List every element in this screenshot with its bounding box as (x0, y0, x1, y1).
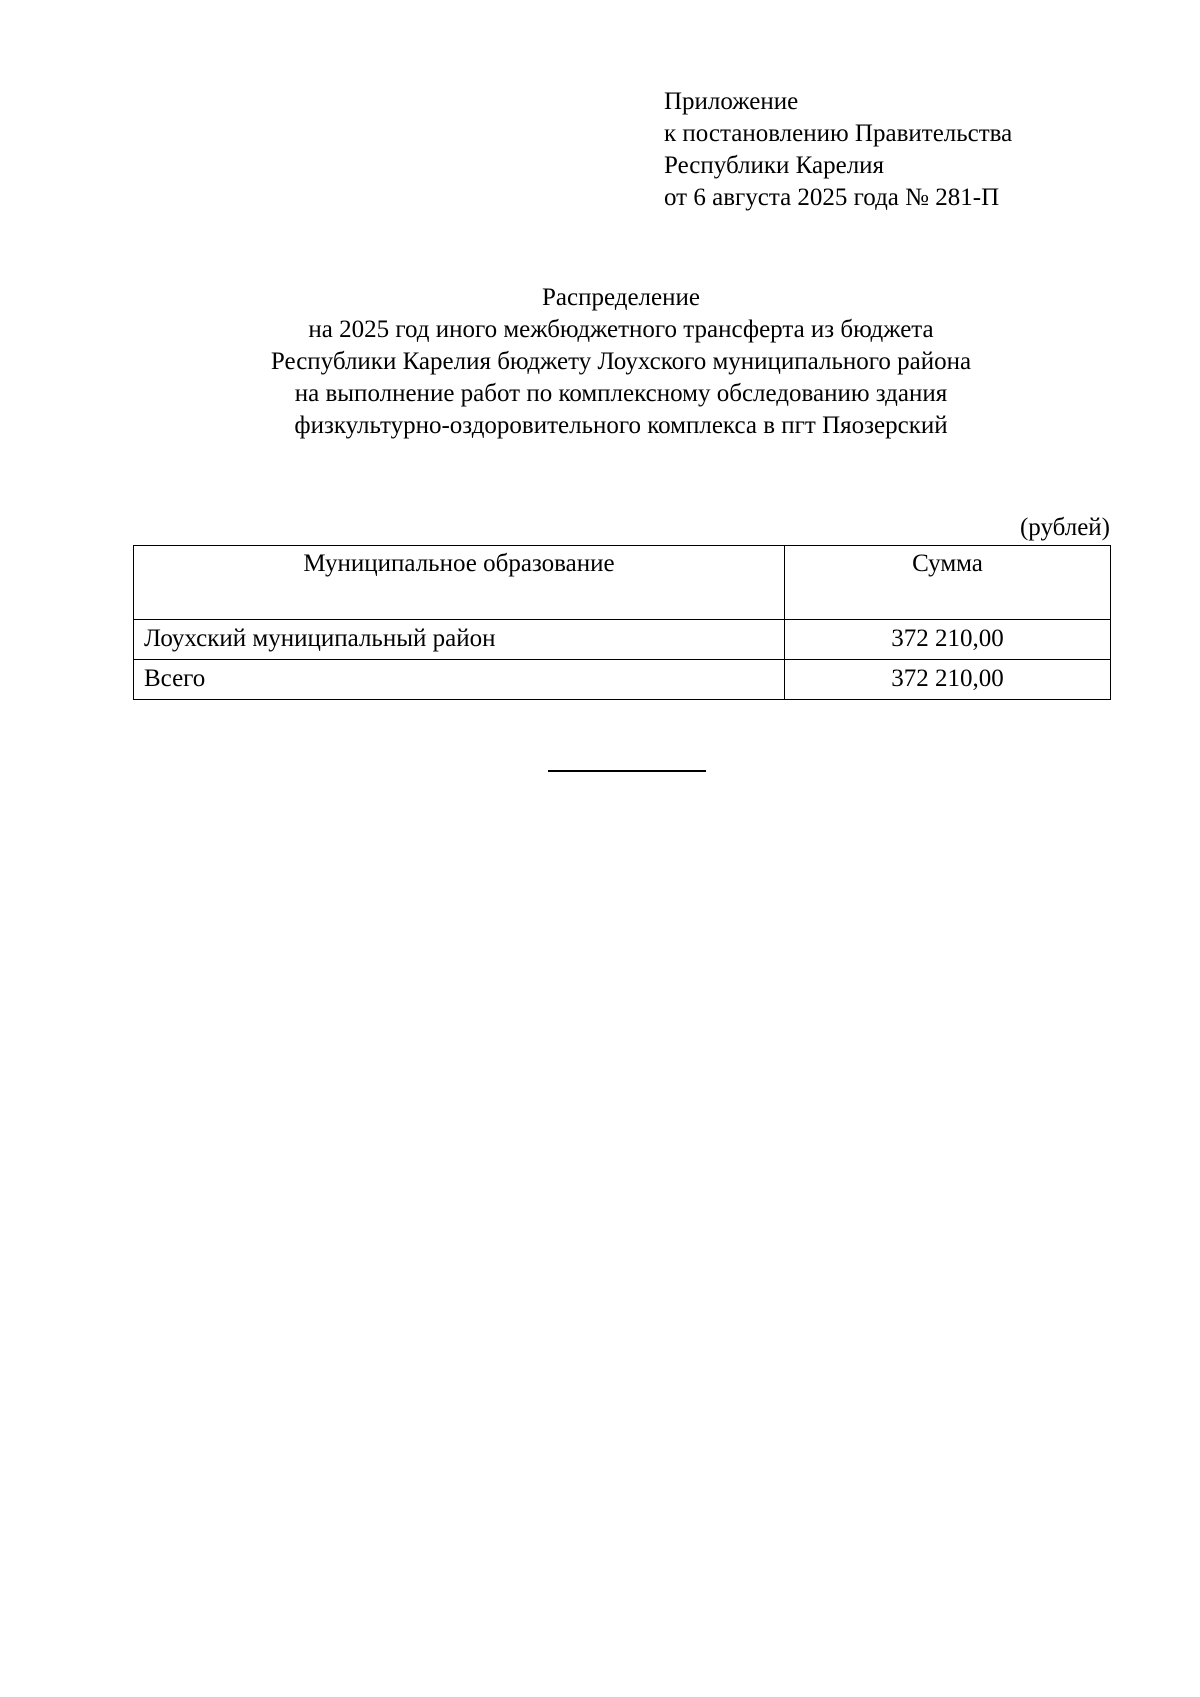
column-header-amount: Сумма (785, 546, 1111, 620)
distribution-table (133, 545, 1111, 700)
appendix-block (664, 86, 1144, 214)
table-row-total (134, 660, 1111, 700)
appendix-label: Приложение (664, 88, 799, 115)
title-line: на выполнение работ по комплексному обследованию здания (294, 380, 948, 407)
appendix-issuer: Республики Карелия (664, 152, 885, 179)
table-header-row (134, 546, 1111, 620)
title-line: на 2025 год иного межбюджетного трансферта из бюджета (308, 316, 934, 343)
title-line: Распределение (542, 284, 700, 311)
cell-amount: 372 210,00 (785, 620, 1111, 660)
cell-total-label: Всего (134, 660, 785, 700)
end-of-document-line (548, 770, 706, 772)
title-line: физкультурно-оздоровительного комплекса в пгт Пяозерский (294, 412, 948, 439)
table-row (134, 620, 1111, 660)
cell-total-amount: 372 210,00 (785, 660, 1111, 700)
appendix-reference: к постановлению Правительства (664, 120, 1013, 147)
currency-unit: (рублей) (1019, 514, 1110, 541)
document-title (133, 282, 1109, 442)
appendix-date-number: от 6 августа 2025 года № 281-П (664, 184, 1000, 211)
column-header-municipality: Муниципальное образование (134, 546, 785, 620)
title-line: Республики Карелия бюджету Лоухского муниципального района (270, 348, 972, 375)
cell-municipality: Лоухский муниципальный район (134, 620, 785, 660)
